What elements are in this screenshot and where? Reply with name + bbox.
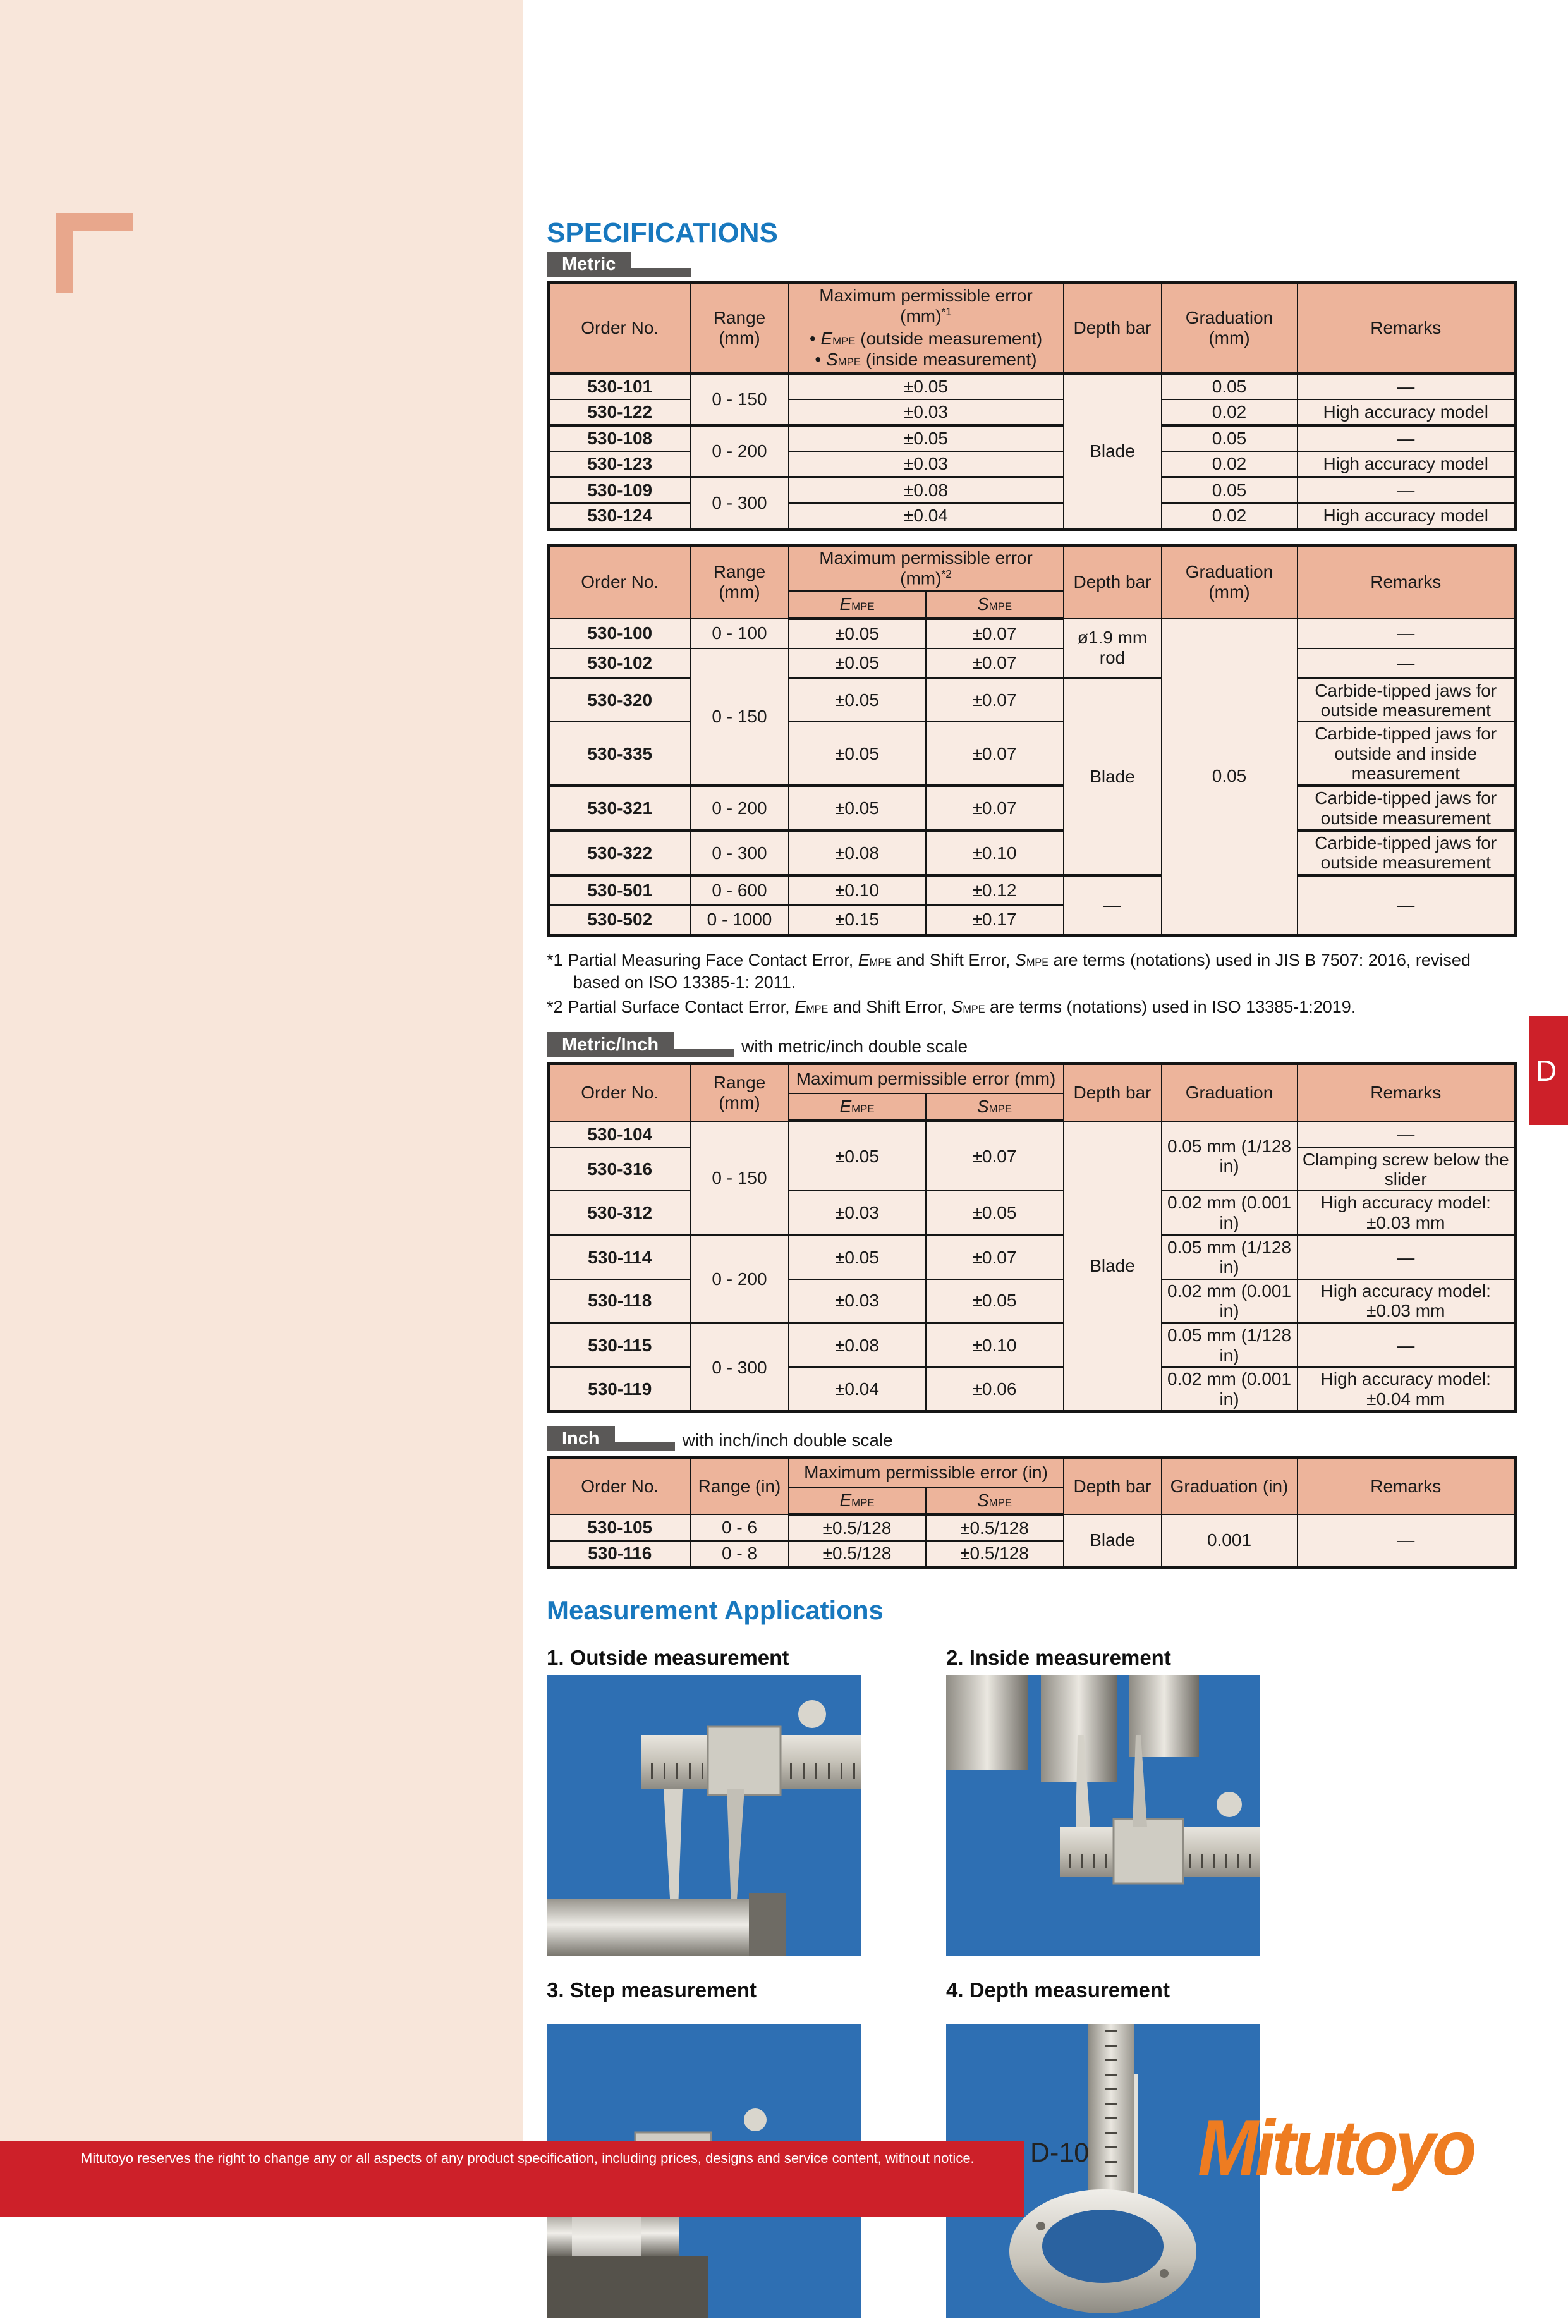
footer-disclaimer: Mitutoyo reserves the right to change any or all aspects of any product specification, including prices, designs and service content, without notice. bbox=[81, 2150, 975, 2166]
footer-bar bbox=[0, 2141, 1024, 2217]
text-segment: E bbox=[839, 1097, 852, 1117]
spec-cell: Blade bbox=[1064, 1121, 1162, 1412]
photo-inside-measurement bbox=[946, 1675, 1260, 1956]
order-number-cell: 530-321 bbox=[549, 786, 691, 830]
order-number-cell: 530-114 bbox=[549, 1235, 691, 1279]
spec-cell: ±0.03 bbox=[789, 451, 1064, 477]
footnote-2 bbox=[547, 996, 1514, 1018]
spec-cell: Blade bbox=[1064, 373, 1162, 529]
col-header-error bbox=[789, 283, 1064, 374]
spec-cell: ±0.03 bbox=[789, 399, 1064, 425]
order-number-cell: 530-108 bbox=[549, 425, 691, 451]
spec-cell: 0 - 150 bbox=[691, 1121, 789, 1235]
spec-cell: ±0.07 bbox=[926, 648, 1064, 678]
col-header-range: Range (mm) bbox=[691, 545, 789, 618]
spec-cell: ±0.05 bbox=[789, 373, 1064, 399]
page-number: D-10 bbox=[1030, 2138, 1090, 2168]
col-header-error bbox=[789, 1457, 1064, 1487]
table-row bbox=[549, 1514, 1516, 1541]
applications-title: Measurement Applications bbox=[547, 1595, 884, 1625]
spec-cell: ±0.05 bbox=[789, 1121, 926, 1191]
photo-outside-measurement bbox=[547, 1675, 861, 1956]
application-caption-depth: 4. Depth measurement bbox=[946, 1978, 1170, 2002]
spec-cell: ±0.04 bbox=[789, 503, 1064, 530]
footnote-reference: *2 bbox=[941, 568, 952, 581]
table-row bbox=[549, 1121, 1516, 1148]
section-tab-label-metric-inch: Metric/Inch bbox=[547, 1032, 674, 1057]
col-header-order: Order No. bbox=[549, 1064, 691, 1121]
spec-cell: ±0.05 bbox=[789, 678, 926, 722]
text-segment: S bbox=[976, 1097, 989, 1117]
text-segment: MPE bbox=[832, 334, 856, 347]
col-header-graduation: Graduation (mm) bbox=[1162, 545, 1298, 618]
spec-cell: — bbox=[1064, 875, 1162, 935]
spec-cell: High accuracy model bbox=[1298, 503, 1516, 530]
text-segment: E bbox=[820, 328, 833, 348]
spec-cell: ±0.08 bbox=[789, 830, 926, 875]
spec-cell: 0.001 bbox=[1162, 1514, 1298, 1567]
spec-cell: 0.02 mm (0.001 in) bbox=[1162, 1191, 1298, 1235]
order-number-cell: 530-122 bbox=[549, 399, 691, 425]
spec-cell: — bbox=[1298, 1323, 1516, 1367]
section-tab-underline bbox=[615, 1442, 675, 1451]
spec-cell: ±0.17 bbox=[926, 905, 1064, 935]
spec-cell: — bbox=[1298, 425, 1516, 451]
text-segment: (inside measurement) bbox=[861, 350, 1037, 370]
table-row bbox=[549, 1323, 1516, 1367]
order-number-cell: 530-115 bbox=[549, 1323, 691, 1367]
section-tab-label-metric: Metric bbox=[547, 252, 631, 277]
main-content-column bbox=[547, 0, 1514, 2324]
col-header-graduation: Graduation (in) bbox=[1162, 1457, 1298, 1514]
text-segment: MPE bbox=[851, 600, 875, 612]
spec-cell: 0.02 bbox=[1162, 451, 1298, 477]
col-header-order: Order No. bbox=[549, 283, 691, 374]
spec-cell: ±0.05 bbox=[789, 722, 926, 786]
col-header-error bbox=[789, 1064, 1064, 1094]
spec-cell: ±0.05 bbox=[789, 425, 1064, 451]
order-number-cell: 530-102 bbox=[549, 648, 691, 678]
text-segment: MPE bbox=[988, 1103, 1012, 1116]
table-row bbox=[549, 786, 1516, 830]
spec-cell: ±0.05 bbox=[789, 618, 926, 648]
col-header-smpe bbox=[926, 1093, 1064, 1121]
spec-cell: ±0.03 bbox=[789, 1279, 926, 1323]
spec-cell: 0 - 300 bbox=[691, 1323, 789, 1411]
text-segment: Partial Measuring Face Contact Error, bbox=[568, 950, 858, 970]
col-header-depth-bar: Depth bar bbox=[1064, 545, 1162, 618]
text-segment: S bbox=[976, 1490, 989, 1510]
order-number-cell: 530-101 bbox=[549, 373, 691, 399]
order-number-cell: 530-312 bbox=[549, 1191, 691, 1235]
text-segment: MPE bbox=[851, 1103, 875, 1116]
specifications-title: SPECIFICATIONS bbox=[547, 217, 778, 248]
col-header-remarks: Remarks bbox=[1298, 545, 1516, 618]
spec-cell: Carbide-tipped jaws for outside measurement bbox=[1298, 678, 1516, 722]
spec-cell: 0.05 bbox=[1162, 425, 1298, 451]
spec-cell: High accuracy model: ±0.04 mm bbox=[1298, 1367, 1516, 1411]
footnote-marker: *2 bbox=[547, 997, 563, 1017]
spec-cell: 0.02 bbox=[1162, 503, 1298, 530]
order-number-cell: 530-118 bbox=[549, 1279, 691, 1323]
text-segment: • bbox=[809, 328, 821, 348]
col-header-remarks: Remarks bbox=[1298, 1064, 1516, 1121]
spec-cell: ±0.07 bbox=[926, 1235, 1064, 1279]
spec-cell: ±0.07 bbox=[926, 1121, 1064, 1191]
spec-cell: ±0.05 bbox=[789, 786, 926, 830]
metric-carbide-spec-table bbox=[547, 544, 1517, 937]
section-tab-underline bbox=[674, 1049, 734, 1057]
section-tab-note: with inch/inch double scale bbox=[682, 1430, 893, 1450]
spec-cell: ±0.03 bbox=[789, 1191, 926, 1235]
application-caption-inside: 2. Inside measurement bbox=[946, 1645, 1171, 1669]
inch-spec-table bbox=[547, 1456, 1517, 1569]
order-number-cell: 530-116 bbox=[549, 1541, 691, 1567]
col-header-smpe bbox=[926, 1487, 1064, 1515]
text-segment: MPE bbox=[988, 1496, 1012, 1509]
measurement-applications bbox=[547, 1626, 1514, 2324]
spec-cell: ±0.5/128 bbox=[926, 1514, 1064, 1541]
spec-cell: 0 - 100 bbox=[691, 618, 789, 648]
order-number-cell: 530-105 bbox=[549, 1514, 691, 1541]
col-header-smpe bbox=[926, 591, 1064, 619]
spec-cell: 0 - 600 bbox=[691, 875, 789, 905]
spec-cell: 0.05 mm (1/128 in) bbox=[1162, 1323, 1298, 1367]
spec-cell: ±0.07 bbox=[926, 722, 1064, 786]
spec-cell: — bbox=[1298, 875, 1516, 935]
spec-cell: ±0.05 bbox=[926, 1191, 1064, 1235]
error-bullet-line bbox=[793, 349, 1059, 370]
col-header-graduation: Graduation bbox=[1162, 1064, 1298, 1121]
spec-cell: ±0.08 bbox=[789, 477, 1064, 503]
spec-cell: 0 - 200 bbox=[691, 786, 789, 830]
col-header-remarks: Remarks bbox=[1298, 1457, 1516, 1514]
spec-cell: 0 - 150 bbox=[691, 373, 789, 425]
application-caption-outside: 1. Outside measurement bbox=[547, 1645, 789, 1669]
error-title: Maximum permissible error (mm) bbox=[819, 286, 1033, 326]
text-segment: E bbox=[839, 1490, 852, 1510]
metric-inch-spec-table bbox=[547, 1062, 1517, 1413]
spec-cell: 0.02 bbox=[1162, 399, 1298, 425]
left-margin-panel bbox=[0, 0, 523, 2217]
spec-cell: 0 - 1000 bbox=[691, 905, 789, 935]
order-number-cell: 530-502 bbox=[549, 905, 691, 935]
section-tab-note: with metric/inch double scale bbox=[741, 1037, 968, 1057]
spec-cell: 0.02 mm (0.001 in) bbox=[1162, 1279, 1298, 1323]
order-number-cell: 530-335 bbox=[549, 722, 691, 786]
spec-cell: 0 - 200 bbox=[691, 1235, 789, 1323]
col-header-range: Range (mm) bbox=[691, 283, 789, 374]
spec-cell: 0 - 300 bbox=[691, 830, 789, 875]
error-title: Maximum permissible error (in) bbox=[804, 1462, 1048, 1482]
footnote-marker: *1 bbox=[547, 950, 563, 970]
spec-cell: ±0.05 bbox=[789, 1235, 926, 1279]
table-row bbox=[549, 373, 1516, 399]
col-header-range: Range (mm) bbox=[691, 1064, 789, 1121]
spec-cell: High accuracy model bbox=[1298, 451, 1516, 477]
error-bullet-line bbox=[793, 328, 1059, 350]
text-segment: MPE bbox=[963, 1004, 985, 1016]
mitutoyo-logo: Mitutoyo bbox=[1198, 2105, 1473, 2192]
spec-cell: Blade bbox=[1064, 678, 1162, 875]
order-number-cell: 530-124 bbox=[549, 503, 691, 530]
text-segment: E bbox=[794, 997, 806, 1017]
text-segment: are terms (notations) used in ISO 13385-1:2019. bbox=[985, 997, 1356, 1017]
table-row bbox=[549, 1235, 1516, 1279]
spec-cell: — bbox=[1298, 477, 1516, 503]
spec-cell: ±0.12 bbox=[926, 875, 1064, 905]
spec-cell: ±0.08 bbox=[789, 1323, 926, 1367]
application-caption-step: 3. Step measurement bbox=[547, 1978, 757, 2002]
spec-cell: 0.02 mm (0.001 in) bbox=[1162, 1367, 1298, 1411]
text-segment: E bbox=[839, 593, 852, 614]
spec-cell: Carbide-tipped jaws for outside measurement bbox=[1298, 830, 1516, 875]
spec-cell: 0 - 6 bbox=[691, 1514, 789, 1541]
text-segment: E bbox=[858, 950, 870, 970]
text-segment: (outside measurement) bbox=[855, 328, 1043, 348]
table-row bbox=[549, 875, 1516, 905]
spec-cell: ±0.10 bbox=[926, 1323, 1064, 1367]
text-segment: S bbox=[951, 997, 963, 1017]
col-header-order: Order No. bbox=[549, 1457, 691, 1514]
spec-cell: ±0.07 bbox=[926, 618, 1064, 648]
spec-cell: — bbox=[1298, 1235, 1516, 1279]
error-title: Maximum permissible error (mm) bbox=[819, 547, 1033, 588]
spec-cell: 0.05 mm (1/128 in) bbox=[1162, 1235, 1298, 1279]
order-number-cell: 530-119 bbox=[549, 1367, 691, 1411]
col-header-depth-bar: Depth bar bbox=[1064, 1457, 1162, 1514]
spec-cell: — bbox=[1298, 1514, 1516, 1567]
spec-cell: ±0.05 bbox=[926, 1279, 1064, 1323]
spec-cell: Carbide-tipped jaws for outside and inside measurement bbox=[1298, 722, 1516, 786]
metric-inch-section-tab bbox=[547, 1032, 1514, 1057]
spec-cell: — bbox=[1298, 648, 1516, 678]
col-header-depth-bar: Depth bar bbox=[1064, 283, 1162, 374]
spec-cell: Carbide-tipped jaws for outside measurement bbox=[1298, 786, 1516, 830]
spec-cell: — bbox=[1298, 373, 1516, 399]
error-title: Maximum permissible error (mm) bbox=[796, 1069, 1056, 1089]
footnotes bbox=[547, 949, 1514, 1018]
spec-cell: ±0.15 bbox=[789, 905, 926, 935]
text-segment: MPE bbox=[1026, 956, 1049, 968]
spec-cell: — bbox=[1298, 1121, 1516, 1148]
spec-cell: 0 - 300 bbox=[691, 477, 789, 530]
spec-cell: High accuracy model: ±0.03 mm bbox=[1298, 1279, 1516, 1323]
text-segment: S bbox=[1014, 950, 1026, 970]
chapter-tab-d[interactable] bbox=[1529, 1016, 1568, 1125]
spec-cell: ±0.10 bbox=[926, 830, 1064, 875]
text-segment: MPE bbox=[988, 600, 1012, 612]
col-header-empe bbox=[789, 1487, 926, 1515]
text-segment: S bbox=[825, 350, 838, 370]
spec-cell: 0.05 bbox=[1162, 477, 1298, 503]
order-number-cell: 530-104 bbox=[549, 1121, 691, 1148]
order-number-cell: 530-316 bbox=[549, 1148, 691, 1191]
footnote-reference: *1 bbox=[941, 305, 952, 319]
col-header-empe bbox=[789, 1093, 926, 1121]
col-header-order: Order No. bbox=[549, 545, 691, 618]
text-segment: and Shift Error, bbox=[828, 997, 952, 1017]
spec-cell: ±0.5/128 bbox=[789, 1514, 926, 1541]
spec-cell: ±0.5/128 bbox=[926, 1541, 1064, 1567]
text-segment: are terms (notations) used in JIS B 7507: 2016, revised based on ISO 13385-1: 2011. bbox=[573, 950, 1471, 992]
spec-cell: 0.05 mm (1/128 in) bbox=[1162, 1121, 1298, 1191]
metric-spec-table bbox=[547, 281, 1517, 531]
order-number-cell: 530-322 bbox=[549, 830, 691, 875]
spec-cell: High accuracy model bbox=[1298, 399, 1516, 425]
spec-cell: ±0.07 bbox=[926, 786, 1064, 830]
bracket-vertical-arm bbox=[56, 213, 73, 293]
col-header-error bbox=[789, 545, 1064, 590]
table-row bbox=[549, 648, 1516, 678]
spec-cell: ±0.06 bbox=[926, 1367, 1064, 1411]
col-header-depth-bar: Depth bar bbox=[1064, 1064, 1162, 1121]
spec-cell: ±0.07 bbox=[926, 678, 1064, 722]
text-segment: MPE bbox=[806, 1004, 829, 1016]
chapter-tab-label: D bbox=[1536, 1054, 1557, 1087]
spec-cell: ±0.10 bbox=[789, 875, 926, 905]
text-segment: S bbox=[976, 593, 989, 614]
spec-cell: High accuracy model: ±0.03 mm bbox=[1298, 1191, 1516, 1235]
table-row bbox=[549, 830, 1516, 875]
order-number-cell: 530-100 bbox=[549, 618, 691, 648]
col-header-graduation: Graduation (mm) bbox=[1162, 283, 1298, 374]
col-header-remarks: Remarks bbox=[1298, 283, 1516, 374]
inch-section-tab bbox=[547, 1426, 1514, 1451]
col-header-empe bbox=[789, 591, 926, 619]
text-segment: • bbox=[815, 350, 826, 370]
spec-cell: ø1.9 mm rod bbox=[1064, 618, 1162, 678]
text-segment: MPE bbox=[837, 356, 861, 368]
section-tab-underline bbox=[631, 268, 691, 277]
spec-cell: — bbox=[1298, 618, 1516, 648]
spec-cell: Blade bbox=[1064, 1514, 1162, 1567]
corner-bracket-decoration bbox=[56, 213, 133, 293]
table-row bbox=[549, 477, 1516, 503]
spec-cell: 0 - 200 bbox=[691, 425, 789, 477]
spec-cell: ±0.05 bbox=[789, 648, 926, 678]
footnote-1 bbox=[547, 949, 1514, 994]
spec-cell: 0 - 8 bbox=[691, 1541, 789, 1567]
text-segment: Partial Surface Contact Error, bbox=[568, 997, 795, 1017]
spec-cell: Clamping screw below the slider bbox=[1298, 1148, 1516, 1191]
metric-section-tab bbox=[547, 252, 1514, 277]
order-number-cell: 530-320 bbox=[549, 678, 691, 722]
spec-cell: ±0.04 bbox=[789, 1367, 926, 1411]
spec-cell: 0.05 bbox=[1162, 373, 1298, 399]
order-number-cell: 530-501 bbox=[549, 875, 691, 905]
col-header-range: Range (in) bbox=[691, 1457, 789, 1514]
section-tab-label-inch: Inch bbox=[547, 1426, 615, 1451]
text-segment: and Shift Error, bbox=[891, 950, 1015, 970]
text-segment: MPE bbox=[851, 1496, 875, 1509]
spec-cell: 0.05 bbox=[1162, 618, 1298, 935]
table-row bbox=[549, 425, 1516, 451]
order-number-cell: 530-123 bbox=[549, 451, 691, 477]
order-number-cell: 530-109 bbox=[549, 477, 691, 503]
text-segment: MPE bbox=[869, 956, 892, 968]
spec-cell: ±0.5/128 bbox=[789, 1541, 926, 1567]
spec-cell: 0 - 150 bbox=[691, 648, 789, 786]
table-row bbox=[549, 618, 1516, 648]
